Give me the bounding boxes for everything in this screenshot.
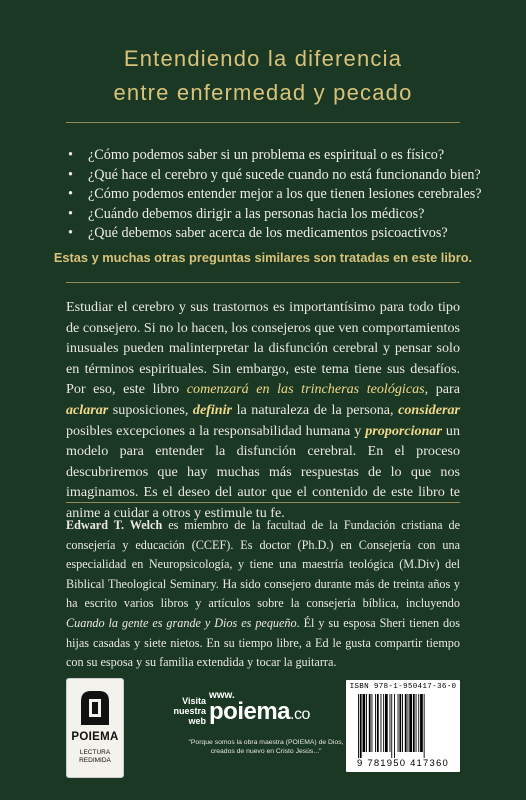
publisher-tagline: LECTURA REDIMIDA	[79, 749, 111, 764]
barcode-bar	[369, 694, 371, 752]
divider-bottom	[66, 502, 460, 503]
author-bio-text: es miembro de la facultad de la Fundación cristiana de consejería y educación (CCEF). Es doctor (Ph.D.) en Consejería con una especialidad en Neuropsicología, y tiene una maestría teológica (M.Div) del Biblical Theological Seminary. Ha sido consejero durante más de treinta años y ha escrito varios libros y artículos sobre la consejería bíblica, incluyendo	[66, 518, 460, 611]
publisher-website	[168, 690, 368, 726]
divider-top	[66, 122, 460, 123]
author-bio	[66, 516, 460, 673]
website-prompt	[168, 696, 206, 726]
barcode-bar	[385, 694, 388, 752]
website-domain-tld: .co	[290, 706, 310, 723]
description-text: la naturaleza de la persona,	[232, 401, 399, 418]
question-item: • ¿Cuándo debemos dirigir a las personas hacia los médicos?	[68, 205, 488, 225]
poiema-mark-icon	[77, 687, 113, 727]
description-emphasis: considerar	[398, 401, 460, 418]
barcode-digits: 9 781950 417360	[357, 758, 449, 769]
description-emphasis: comenzará en las trincheras teológicas	[186, 381, 425, 398]
barcode-bar	[358, 694, 359, 758]
title-line-1: Entendiendo la diferencia	[123, 46, 403, 71]
description-text: Estudiar el cerebro y sus trastornos es importantísimo para todo tipo de consejero. Si no lo hacen, los consejeros que ven comportamientos inusuales pueden malinterpretar la disfunción cerebral y pensar solo en términos espirituales. Sin embargo, este tema tiene sus desafíos. Por eso, este libro	[66, 299, 460, 398]
barcode-bar	[366, 694, 367, 752]
question-item: • ¿Qué debemos saber acerca de los medicamentos psicoactivos?	[68, 224, 488, 244]
barcode-bar	[394, 694, 395, 758]
question-list	[68, 146, 488, 244]
question-item: • ¿Cómo podemos entender mejor a los que tienen lesiones cerebrales?	[68, 185, 488, 205]
barcode-bar	[418, 694, 419, 752]
publisher-logo	[66, 678, 124, 778]
barcode-bar	[381, 694, 382, 752]
barcode-bar	[420, 694, 423, 752]
website-domain	[209, 698, 310, 726]
publisher-quote	[166, 738, 366, 756]
barcode-bar	[390, 694, 391, 752]
barcode-bar	[383, 694, 384, 752]
barcode-bar	[416, 694, 417, 752]
description-emphasis: definir	[192, 401, 233, 418]
website-prompt-line: Visita	[182, 696, 206, 706]
barcode-bar	[408, 694, 409, 752]
quote-line: creados de nuevo en Cristo Jesús..."	[210, 748, 322, 755]
description-emphasis: aclarar	[66, 401, 109, 418]
isbn-label: ISBN 978-1-950417-36-0	[349, 683, 457, 691]
barcode-bar	[409, 694, 412, 752]
barcode-bar	[413, 694, 415, 752]
quote-line: "Porque somos la obra maestra (POIEMA) de Dios,	[188, 739, 344, 746]
divider-middle	[66, 282, 460, 283]
barcode-bar	[375, 694, 376, 752]
barcode-bar	[360, 694, 362, 758]
question-item: • ¿Qué hace el cerebro y qué sucede cuando no está funcionando bien?	[68, 166, 488, 186]
description-text: suposiciones,	[108, 401, 193, 418]
question-item: • ¿Cómo podemos saber si un problema es espiritual o es físico?	[68, 146, 488, 166]
description-text: , para	[424, 381, 460, 398]
barcode-bar	[398, 694, 399, 752]
barcode-bar	[372, 694, 373, 752]
description-text: posibles excepciones a la responsabilidad humana y	[66, 422, 366, 439]
barcode-bar	[424, 694, 425, 758]
barcode-bar	[399, 694, 401, 752]
barcode-bar	[377, 694, 379, 752]
website-domain-name: poiema	[209, 698, 291, 725]
author-book-title: Cuando la gente es grande y Dios es pequeño	[66, 615, 297, 630]
description-emphasis: proporcionar	[365, 422, 442, 439]
website-www: www.	[209, 690, 235, 701]
author-name: Edward T. Welch	[66, 518, 163, 532]
isbn-barcode	[346, 680, 460, 772]
website-prompt-line: nuestra web	[173, 706, 206, 726]
author-bio-text: . Él y su esposa Sheri tienen dos hijas casadas y siete nietos. En su tiempo libre, a Ed le gusta compartir tiempo con su esposa y su familia extendida y tocar la guitarra.	[66, 615, 460, 670]
barcode-bar	[391, 694, 392, 758]
title-line-2: entre enfermedad y pecado	[113, 80, 413, 105]
publisher-brand: POIEMA	[71, 731, 119, 743]
barcode-bar	[402, 694, 403, 752]
barcode-bar	[405, 694, 407, 752]
highlight-line: Estas y muchas otras preguntas similares son tratadas en este libro.	[53, 250, 473, 265]
back-cover-title	[0, 42, 526, 110]
book-description	[66, 297, 460, 524]
barcode-bars	[358, 694, 448, 758]
description-text: un modelo para entender la disfunción cerebral. En el proceso descubriremos que hay muchas más respuestas de lo que nos imaginamos. Es el deseo del autor que el contenido de este libro te anime a cuidar a otros y estimule tu fe.	[66, 422, 460, 521]
barcode-bar	[363, 694, 366, 752]
